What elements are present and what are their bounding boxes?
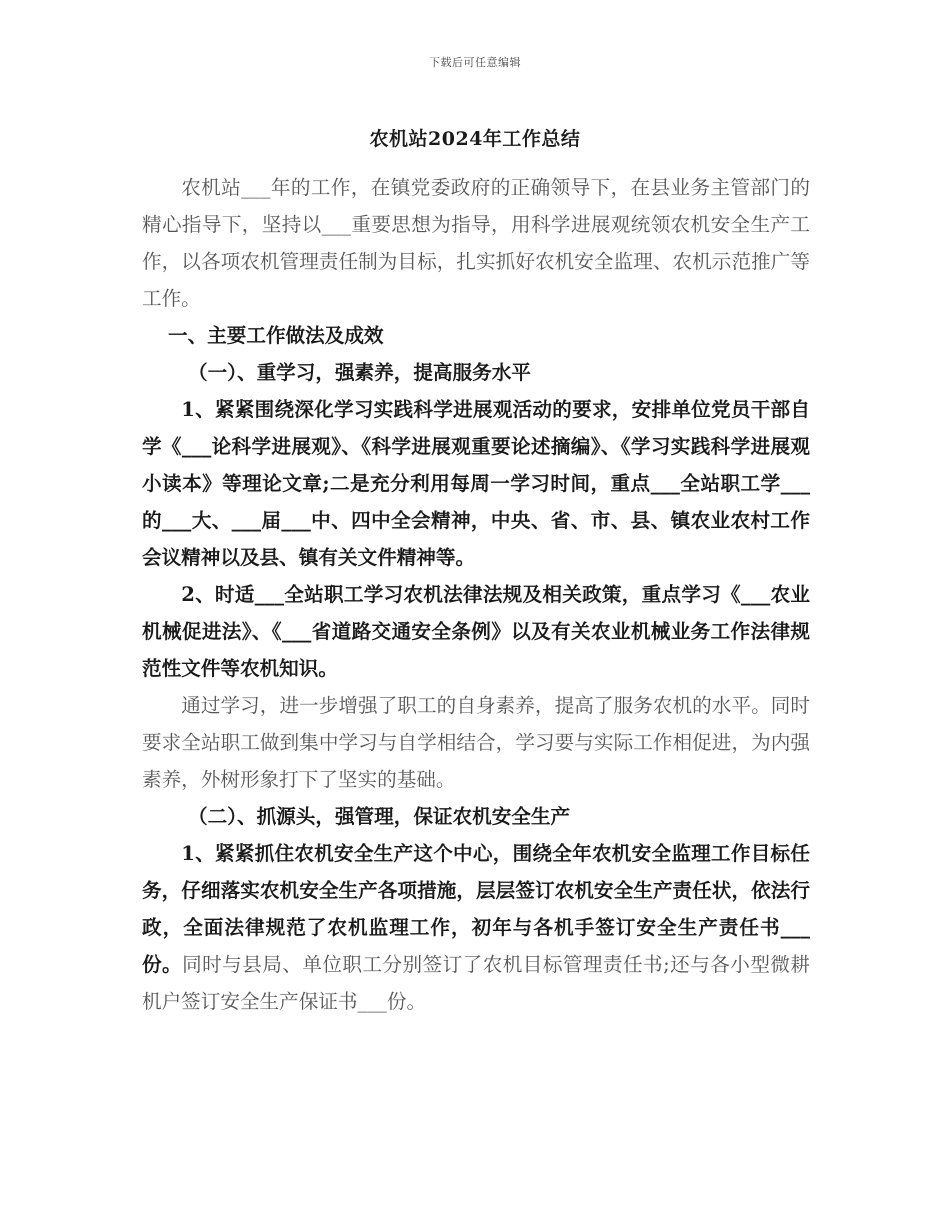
- item-2-1-paragraph: [142, 835, 810, 1020]
- summary-1-paragraph: 通过学习，进一步增强了职工的自身素养，提高了服务农机的水平。同时要求全站职工做到集中学习与自学相结合，学习要与实际工作相促进，为内强素养，外树形象打下了坚实的基础。: [142, 694, 810, 791]
- item-1-1-paragraph: 1、紧紧围绕深化学习实践科学进展观活动的要求，安排单位党员干部自学《___论科学进展观》、《科学进展观重要论述摘编》、《学习实践科学进展观小读本》等理论文章;二是充分利用每周一学习时间，重点___全站职工学___的___大、___届___中、四中全会精神，中央、省、市、县、镇农业农村工作会议精神以及县、镇有关文件精神等。: [142, 398, 810, 569]
- item-1-2-paragraph: 2、时适___全站职工学习农机法律法规及相关政策，重点学习《___农业机械促进法》、《___省道路交通安全条例》以及有关农业机械业务工作法律规范性文件等农机知识。: [142, 583, 810, 680]
- sub-heading-1: （一）、重学习，强素养，提高服务水平: [188, 361, 531, 384]
- document-body: [142, 169, 810, 1020]
- document-title: 农机站2024年工作总结: [369, 128, 581, 150]
- intro-paragraph: 农机站___年的工作，在镇党委政府的正确领导下，在县业务主管部门的精心指导下，坚持以___重要思想为指导，用科学进展观统领农机安全生产工作，以各项农机管理责任制为目标，扎实抓好农机安全监理、农机示范推广等工作。: [142, 176, 810, 310]
- header-note: 下载后可任意编辑: [429, 56, 521, 69]
- sub-heading-2: （二）、抓源头，强管理，保证农机安全生产: [188, 805, 571, 828]
- section-heading-1: 一、主要工作做法及成效: [168, 324, 384, 347]
- item-2-1-rest-text: 同时与县局、单位职工分别签订了农机目标管理责任书;还与各小型微耕机户签订安全生产保证书___份。: [142, 953, 811, 1013]
- item-2-1-bold-text: 1、紧紧抓住农机安全生产这个中心，围绕全年农机安全监理工作目标任务，仔细落实农机安全生产各项措施，层层签订农机安全生产责任状，依法行政，全面法律规范了农机监理工作，初年与各机手签订安全生产责任书___份。: [142, 842, 810, 976]
